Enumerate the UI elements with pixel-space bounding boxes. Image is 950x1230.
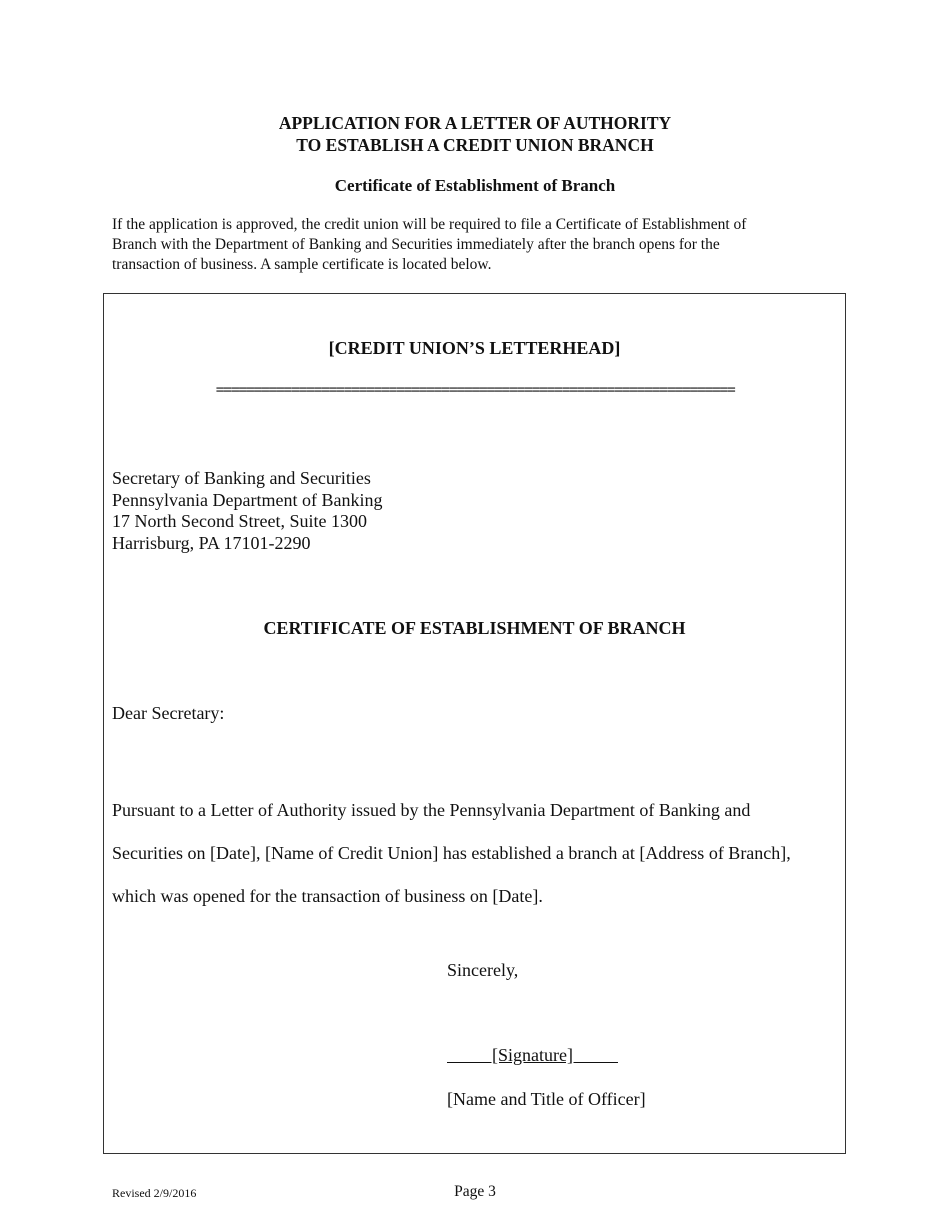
intro-line: Branch with the Department of Banking and Securities immediately after the branch opens for the <box>112 236 720 253</box>
document-title-line-1: APPLICATION FOR A LETTER OF AUTHORITY <box>278 113 672 133</box>
address-line: Secretary of Banking and Securities <box>112 468 371 488</box>
intro-line: If the application is approved, the credit union will be required to file a Certificate of Establishment of <box>112 216 747 233</box>
address-line: 17 North Second Street, Suite 1300 <box>112 511 367 531</box>
closing: Sincerely, <box>447 960 519 980</box>
body-line: Pursuant to a Letter of Authority issued by the Pennsylvania Department of Banking and <box>112 800 751 820</box>
document-subtitle: Certificate of Establishment of Branch <box>334 176 616 195</box>
address-line: Pennsylvania Department of Banking <box>112 489 383 510</box>
document-title-line-2: TO ESTABLISH A CREDIT UNION BRANCH <box>296 135 654 155</box>
body-line: Securities on [Date], [Name of Credit Union] has established a branch at [Address of Branch], <box>112 843 791 863</box>
sample-certificate-box <box>103 293 846 1154</box>
body-line: which was opened for the transaction of business on [Date]. <box>112 886 543 906</box>
address-line: Harrisburg, PA 17101-2290 <box>112 532 311 553</box>
recipient-address <box>112 468 382 554</box>
signature-line: [Signature] <box>447 1045 618 1065</box>
certificate-heading: CERTIFICATE OF ESTABLISHMENT OF BRANCH <box>263 618 686 638</box>
officer-name-title: [Name and Title of Officer] <box>447 1089 646 1109</box>
certificate-body <box>112 789 791 918</box>
intro-line: transaction of business. A sample certificate is located below. <box>112 256 492 273</box>
letterhead-rule: ===================================================================== <box>215 382 735 399</box>
salutation: Dear Secretary: <box>112 703 225 723</box>
letterhead-placeholder: [CREDIT UNION’S LETTERHEAD] <box>328 338 621 358</box>
revision-date: Revised 2/9/2016 <box>112 1186 197 1200</box>
page-number: Page 3 <box>454 1183 496 1200</box>
intro-paragraph <box>112 215 832 275</box>
